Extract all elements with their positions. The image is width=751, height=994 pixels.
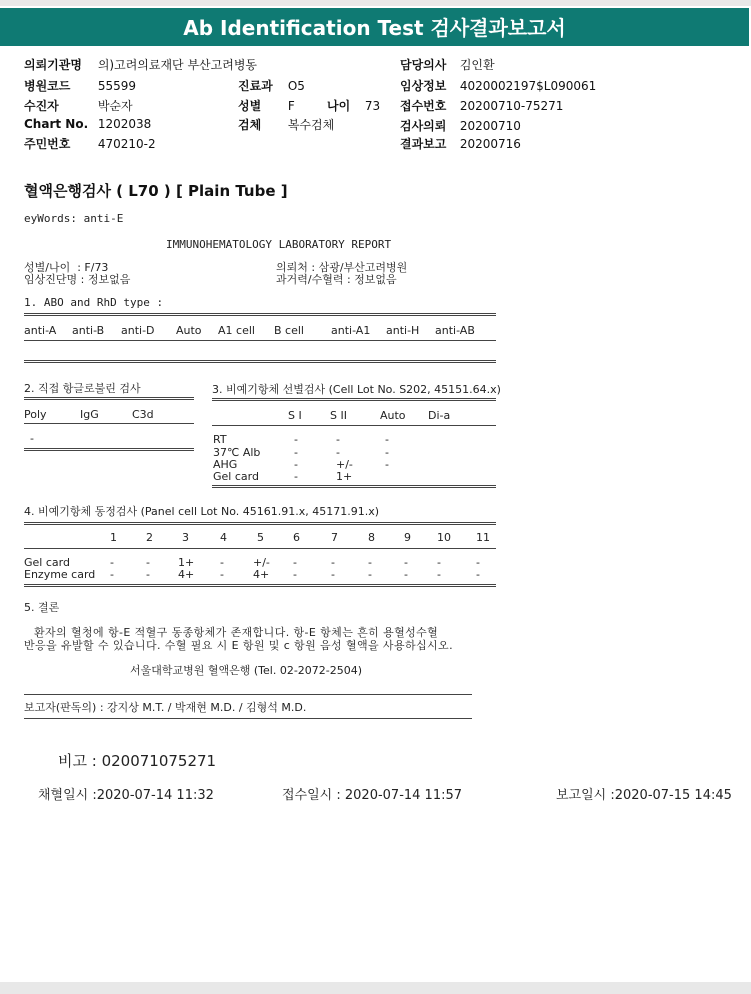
screen-header-cell: Auto — [380, 409, 406, 422]
screen-phase-label: AHG — [213, 458, 238, 471]
institution-label: 의뢰기관명 — [24, 58, 82, 72]
id-row — [24, 135, 156, 152]
screen-result-cell: - — [294, 458, 298, 471]
doctor-value: 김인환 — [459, 58, 495, 72]
requester: 의뢰처 : 삼광/부산고려병원 — [276, 261, 408, 274]
age-row — [327, 97, 380, 114]
screen-header-cell: S I — [288, 409, 302, 422]
conclusion-line-2: 반응을 유발할 수 있습니다. 수혈 필요 시 E 항원 및 c 항원 음성 혈액을 사용하십시오. — [24, 639, 453, 652]
panel-column-header: 1 — [110, 531, 117, 544]
abo-header-cell: B cell — [274, 324, 304, 337]
panel-row-label: Enzyme card — [24, 568, 96, 581]
panel-column-header: 9 — [404, 531, 411, 544]
request-date-row — [400, 117, 521, 134]
screen-result-cell: - — [385, 446, 389, 459]
patient-label: 수진자 — [24, 99, 59, 113]
divider — [24, 584, 496, 587]
panel-column-header: 10 — [437, 531, 451, 544]
screen-result-cell: - — [294, 446, 298, 459]
keywords: eyWords: anti-E — [24, 212, 124, 225]
screen-result-cell: - — [294, 433, 298, 446]
clinical-value: 4020002197$L090061 — [459, 79, 597, 93]
abo-header-cell: anti-D — [121, 324, 155, 337]
divider — [24, 423, 194, 424]
report-date-label: 결과보고 — [400, 137, 447, 151]
screen-result-cell: - — [336, 433, 340, 446]
clinical-label: 임상정보 — [400, 79, 447, 93]
receipt-row — [400, 97, 563, 114]
panel-result-cell: - — [476, 556, 480, 569]
dept-row — [238, 77, 305, 94]
section-title: 혈액은행검사 ( L70 ) [ Plain Tube ] — [24, 182, 288, 200]
panel-result-cell: - — [110, 568, 114, 581]
panel-result-cell: - — [110, 556, 114, 569]
dat-value-cell: - — [30, 432, 34, 445]
abo-header-cell: anti-A — [24, 324, 57, 337]
hosp-code-label: 병원코드 — [24, 79, 71, 93]
screen-phase-label: 37℃ Alb — [213, 446, 261, 459]
abo-header-cell: anti-A1 — [331, 324, 371, 337]
top-strip — [0, 0, 751, 6]
panel-result-cell: - — [368, 556, 372, 569]
chart-row — [24, 117, 151, 131]
clinical-row — [400, 77, 596, 94]
patient-value: 박순자 — [97, 99, 133, 113]
panel-column-header: 4 — [220, 531, 227, 544]
divider — [24, 360, 496, 363]
conclusion-title: 5. 결론 — [24, 601, 60, 614]
blood-bank: 서울대학교병원 혈액은행 (Tel. 02-2072-2504) — [130, 664, 363, 677]
dept-value: O5 — [287, 79, 305, 93]
divider — [24, 718, 472, 719]
age-label: 나이 — [327, 99, 351, 113]
screen-header-cell: Di-a — [428, 409, 451, 422]
note: 비고 : 020071075271 — [58, 752, 217, 770]
received-datetime: 접수일시 : 2020-07-14 11:57 — [282, 788, 463, 803]
patient-row — [24, 97, 133, 114]
panel-column-header: 6 — [293, 531, 300, 544]
screen-phase-label: RT — [213, 433, 227, 446]
specimen-label: 검체 — [238, 118, 262, 132]
panel-result-cell: 1+ — [178, 556, 195, 569]
screen-result-cell: - — [294, 470, 298, 483]
panel-result-cell: - — [437, 556, 441, 569]
panel-column-header: 2 — [146, 531, 153, 544]
report-title: Ab Identification Test 검사결과보고서 — [0, 8, 749, 46]
transfusion-history: 과거력/수혈력 : 정보없음 — [276, 273, 397, 286]
divider — [24, 522, 496, 525]
panel-result-cell: +/- — [253, 556, 270, 569]
abo-header-cell: anti-AB — [435, 324, 475, 337]
screen-header-cell: S II — [330, 409, 347, 422]
id-label: 주민번호 — [24, 137, 71, 151]
screen-result-cell: +/- — [336, 458, 353, 471]
panel-result-cell: - — [220, 556, 224, 569]
specimen-row — [238, 116, 334, 133]
dat-header-cell: C3d — [132, 408, 154, 421]
doctor-row — [400, 56, 495, 73]
sex-row — [238, 97, 295, 114]
age-value: 73 — [364, 99, 381, 113]
panel-result-cell: 4+ — [253, 568, 270, 581]
panel-result-cell: - — [220, 568, 224, 581]
panel-result-cell: - — [368, 568, 372, 581]
chart-value: 1202038 — [97, 117, 152, 131]
conclusion-line-1: 환자의 혈청에 항-E 적혈구 동종항체가 존재합니다. 항-E 항체는 흔히 용혈성수혈 — [34, 626, 439, 639]
screen-phase-label: Gel card — [213, 470, 259, 483]
panel-row-label: Gel card — [24, 556, 70, 569]
panel-result-cell: - — [293, 568, 297, 581]
panel-column-header: 5 — [257, 531, 264, 544]
divider — [24, 340, 496, 341]
dept-label: 진료과 — [238, 79, 273, 93]
hosp-code-value: 55599 — [97, 79, 137, 93]
bottom-strip — [0, 982, 751, 994]
screen-result-cell: - — [385, 433, 389, 446]
divider — [24, 548, 496, 549]
divider — [24, 313, 496, 316]
report-date-row — [400, 135, 521, 152]
sex-label: 성별 — [238, 99, 262, 113]
panel-result-cell: - — [476, 568, 480, 581]
abo-header-cell: anti-H — [386, 324, 420, 337]
dat-header-cell: IgG — [80, 408, 99, 421]
collected-datetime: 채혈일시 :2020-07-14 11:32 — [38, 788, 214, 803]
panel-result-cell: - — [331, 556, 335, 569]
screen-result-cell: - — [336, 446, 340, 459]
abo-title: 1. ABO and RhD type : — [24, 296, 164, 309]
panel-result-cell: - — [404, 568, 408, 581]
panel-column-header: 11 — [476, 531, 490, 544]
dat-title: 2. 직접 항글로불린 검사 — [24, 382, 141, 395]
lab-report-title: IMMUNOHEMATOLOGY LABORATORY REPORT — [166, 238, 392, 251]
clinical-diagnosis: 임상진단명 : 정보없음 — [24, 273, 131, 286]
screen-result-cell: 1+ — [336, 470, 353, 483]
report-date-value: 20200716 — [459, 137, 521, 151]
receipt-value: 20200710-75271 — [459, 99, 564, 113]
request-date-value: 20200710 — [459, 119, 521, 133]
institution-row — [24, 56, 257, 73]
panel-result-cell: - — [293, 556, 297, 569]
screen-title: 3. 비예기항체 선별검사 (Cell Lot No. S202, 45151.64.x) — [212, 383, 501, 396]
hosp-code-row — [24, 77, 136, 94]
panel-result-cell: - — [146, 556, 150, 569]
divider — [212, 398, 496, 401]
institution-value: 의)고려의료재단 부산고려병동 — [97, 58, 258, 72]
panel-title: 4. 비예기항체 동정검사 (Panel cell Lot No. 45161.91.x, 45171.91.x) — [24, 505, 380, 518]
chart-label: Chart No. — [24, 117, 89, 131]
divider — [212, 425, 496, 426]
receipt-label: 접수번호 — [400, 99, 447, 113]
sex-age: 성별/나이 : F/73 — [24, 261, 109, 274]
panel-result-cell: - — [146, 568, 150, 581]
divider — [24, 397, 194, 400]
reported-datetime: 보고일시 :2020-07-15 14:45 — [556, 788, 732, 803]
screen-result-cell: - — [385, 458, 389, 471]
divider — [24, 694, 472, 695]
panel-column-header: 8 — [368, 531, 375, 544]
reporter: 보고자(판독의) : 강지상 M.T. / 박재현 M.D. / 김형석 M.D. — [24, 701, 307, 714]
panel-result-cell: - — [331, 568, 335, 581]
sex-value: F — [287, 99, 295, 113]
panel-result-cell: 4+ — [178, 568, 195, 581]
abo-header-cell: anti-B — [72, 324, 105, 337]
abo-header-cell: A1 cell — [218, 324, 255, 337]
request-date-label: 검사의뢰 — [400, 119, 447, 133]
divider — [212, 485, 496, 488]
dat-header-cell: Poly — [24, 408, 47, 421]
specimen-value: 복수검체 — [287, 118, 335, 132]
panel-column-header: 3 — [182, 531, 189, 544]
panel-result-cell: - — [437, 568, 441, 581]
abo-header-cell: Auto — [176, 324, 202, 337]
doctor-label: 담당의사 — [400, 58, 447, 72]
panel-result-cell: - — [404, 556, 408, 569]
divider — [24, 448, 194, 451]
panel-column-header: 7 — [331, 531, 338, 544]
id-value: 470210-2 — [97, 137, 156, 151]
